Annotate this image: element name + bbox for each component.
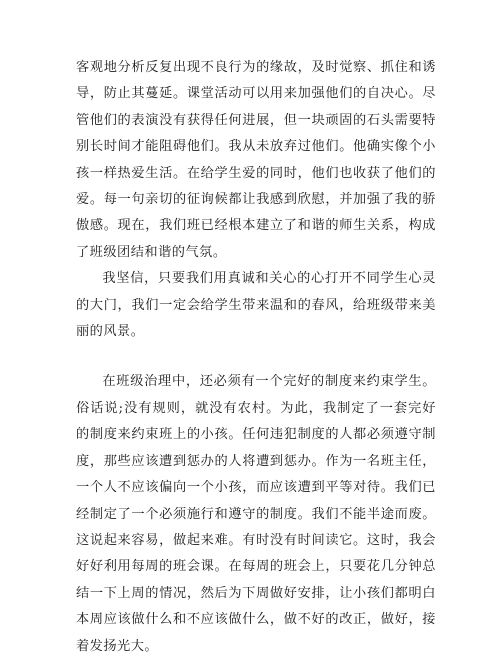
paragraph-class-rules: 在班级治理中，还必须有一个完好的制度来约束学生。俗话说;没有规则，就没有农村。为此，我制定了一套完好的制度来约束班上的小孩。任何违犯制度的人都必须遵守制度，那些应该遭到惩办的人将遭到惩办。作为一名班主任，一个人不应该偏向一个小孩，而应该遭到平等对待。我们已经制定了一个必须施行和遵守的制度。我们不能半途而废。这说起来容易，做起来难。有时没有时间读它。这时，我会好好利用每周的班会课。在每周的班会上，只要花几分钟总结一下上周的情况，然后为下周做好安排，让小孩们都明白本周应该做什么和不应该做什么，做不好的改正，做好，接着发扬光大。	[76, 374, 436, 654]
paragraph-belief: 我坚信，只要我们用真诚和关心的心打开不同学生心灵的大门，我们一定会给学生带来温和的春风，给班级带来美丽的风景。	[76, 271, 436, 340]
paragraph-spacer	[76, 345, 436, 369]
paragraph-continuation: 客观地分析反复出现不良行为的缘故，及时觉察、抓住和诱导，防止其蔓延。课堂活动可以用来加强他们的自决心。尽管他们的表演没有获得任何进展，但一块顽固的石头需要特别长时间才能阻碍他们。我从未放弃过他们。他确实像个小孩一样热爱生活。在给学生爱的同时，他们也收获了他们的爱。每一句亲切的征询候都让我感到欣慰，并加强了我的骄傲感。现在，我们班已经根本建立了和谐的师生关系，构成了班级团结和谐的气氛。	[76, 60, 436, 260]
